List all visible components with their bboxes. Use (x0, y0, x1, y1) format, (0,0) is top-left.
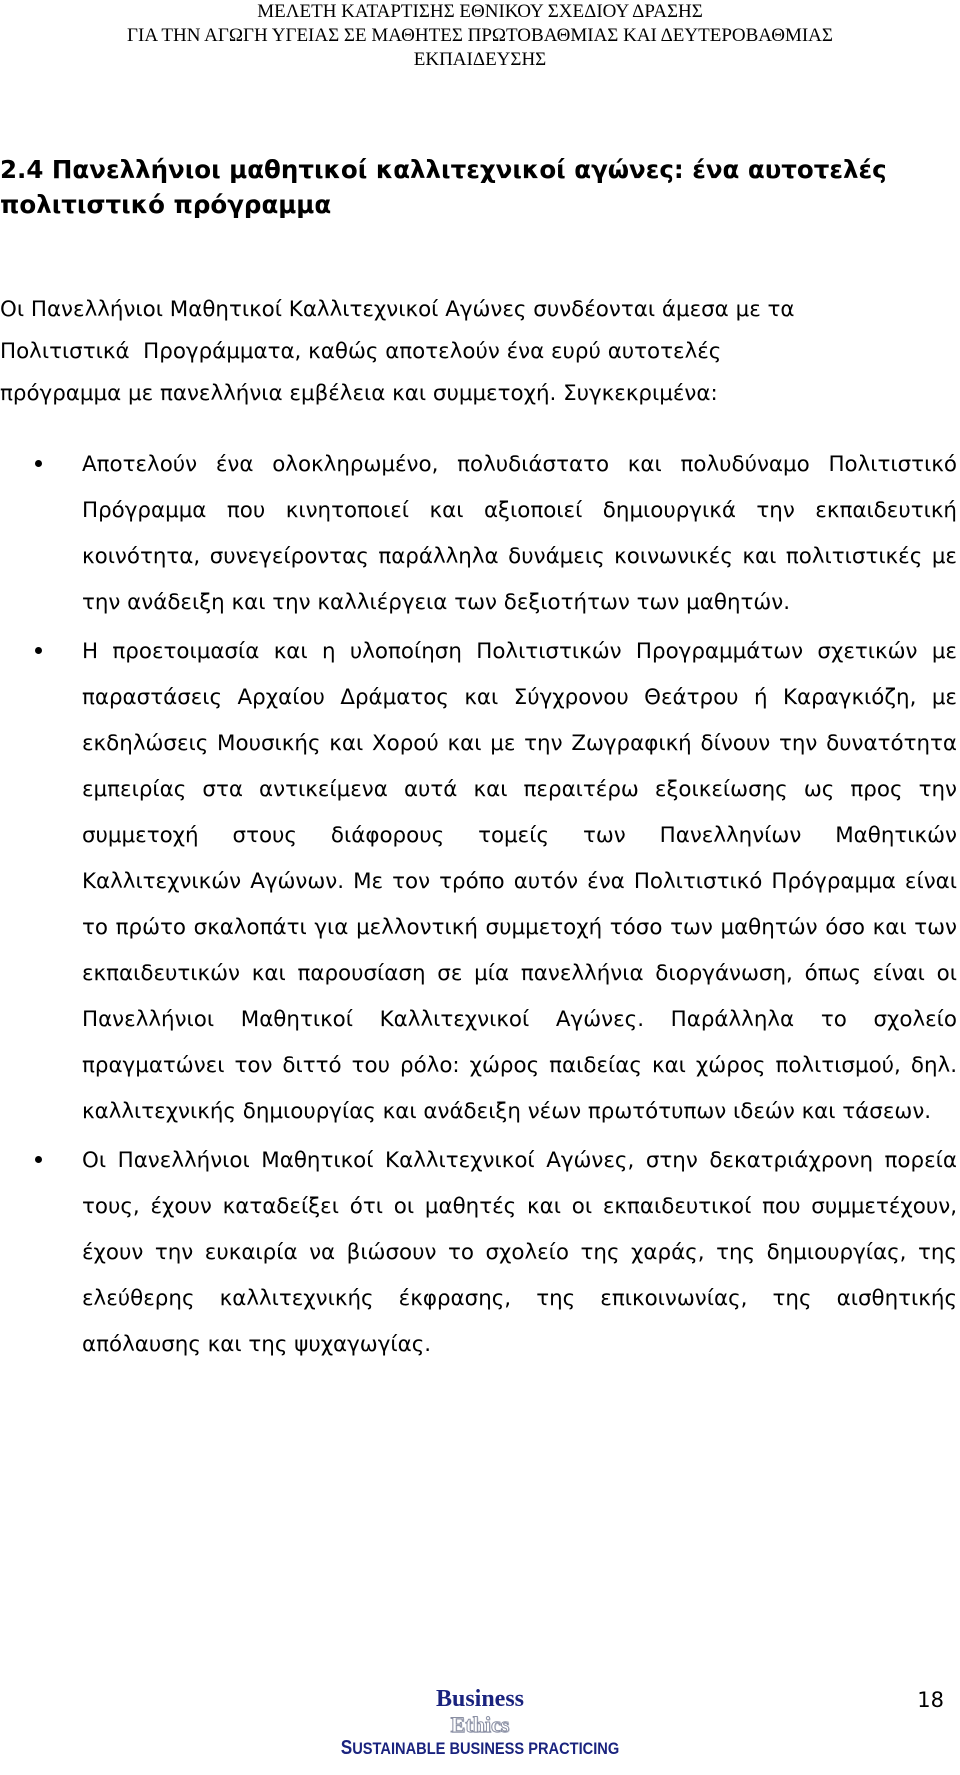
bullet-text: Οι Πανελλήνιοι Μαθητικοί Καλλιτεχνικοί Αγώνες, στην δεκατριάχρονη πορεία τους, έχουν καταδείξει ότι οι μαθητές και οι εκπαιδευτικοί που συμμετέχουν, έχουν την ευκαιρία να βιώσουν το σχολείο της χαράς, της δημιουργίας, της ελεύθερης καλλιτεχνικής έκφρασης, της επικοινωνίας, της αισθητικής απόλαυσης και της ψυχαγωγίας. (82, 1148, 957, 1357)
header-line-2: ΓΙΑ ΤΗΝ ΑΓΩΓΗ ΥΓΕΙΑΣ ΣΕ ΜΑΘΗΤΕΣ ΠΡΩΤΟΒΑΘΜΙΑΣ ΚΑΙ ΔΕΥΤΕΡΟΒΑΘΜΙΑΣ (127, 25, 833, 46)
bullet-item (0, 1138, 957, 1368)
logo-tagline-initial: S (340, 1737, 353, 1759)
logo-word-business: Business (435, 1686, 525, 1712)
intro-paragraph (0, 289, 940, 415)
bullet-list (0, 442, 960, 1371)
bullet-item (0, 442, 957, 626)
bullet-dot-icon (35, 1156, 42, 1163)
section-heading (0, 152, 900, 222)
business-ethics-logo (300, 1685, 660, 1760)
header-line-1: ΜΕΛΕΤΗ ΚΑΤΑΡΤΙΣΗΣ ΕΘΝΙΚΟΥ ΣΧΕΔΙΟΥ ΔΡΑΣΗΣ (257, 1, 703, 22)
header-line-3: ΕΚΠΑΙΔΕΥΣΗΣ (413, 49, 547, 70)
intro-line-1: Οι Πανελλήνιοι Μαθητικοί Καλλιτεχνικοί Αγώνες συνδέονται άμεσα με τα (0, 297, 795, 322)
bullet-item (0, 629, 957, 1135)
page-number: 18 (917, 1688, 944, 1712)
bullet-text: Η προετοιμασία και η υλοποίηση Πολιτιστικών Προγραμμάτων σχετικών με παραστάσεις Αρχαίου Δράματος και Σύγχρονου Θεάτρου ή Καραγκιόζη, με εκδηλώσεις Μουσικής και Χορού και με την Ζωγραφική δίνουν την δυνατότητα εμπειρίας στα αντικείμενα αυτά και περαιτέρω εξοικείωσης ως προς την συμμετοχή στους διάφορους τομείς των Πανελληνίων Μαθητικών Καλλιτεχνικών Αγώνων. Με τον τρόπο αυτόν ένα Πολιτιστικό Πρόγραμμα είναι το πρώτο σκαλοπάτι για μελλοντική συμμετοχή τόσο των μαθητών όσο και των εκπαιδευτικών και παρουσίαση σε μία πανελλήνια διοργάνωση, όπως είναι οι Πανελλήνιοι Μαθητικοί Καλλιτεχνικοί Αγώνες. Παράλληλα το σχολείο πραγματώνει τον διττό του ρόλο: χώρος παιδείας και χώρος πολιτισμού, δηλ. καλλιτεχνικής δημιουργίας και ανάδειξη νέων πρωτότυπων ιδεών και τάσεων. (82, 639, 957, 1124)
intro-line-2: Πολιτιστικά Προγράμματα, καθώς αποτελούν ένα ευρύ αυτοτελές (0, 339, 722, 364)
section-heading-line-2: πολιτιστικό πρόγραμμα (0, 190, 332, 219)
section-heading-line-1: 2.4 Πανελλήνιοι μαθητικοί καλλιτεχνικοί αγώνες: ένα αυτοτελές (0, 155, 887, 184)
intro-line-3: πρόγραμμα με πανελλήνια εμβέλεια και συμμετοχή. Συγκεκριμένα: (0, 381, 718, 406)
running-header (0, 0, 960, 72)
bullet-text: Αποτελούν ένα ολοκληρωμένο, πολυδιάστατο και πολυδύναμο Πολιτιστικό Πρόγραμμα που κινητοποιεί και αξιοποιεί δημιουργικά την εκπαιδευτική κοινότητα, συνεγείροντας παράλληλα δυνάμεις κοινωνικές και πολιτιστικές με την ανάδειξη και την καλλιέργεια των δεξιοτήτων των μαθητών. (82, 452, 957, 615)
bullet-dot-icon (35, 647, 42, 654)
bullet-dot-icon (35, 460, 42, 467)
logo-tagline (325, 1737, 635, 1760)
logo-tagline-rest: USTAINABLE BUSINESS PRACTICING (352, 1739, 620, 1758)
logo-word-ethics: Ethics (450, 1712, 510, 1737)
